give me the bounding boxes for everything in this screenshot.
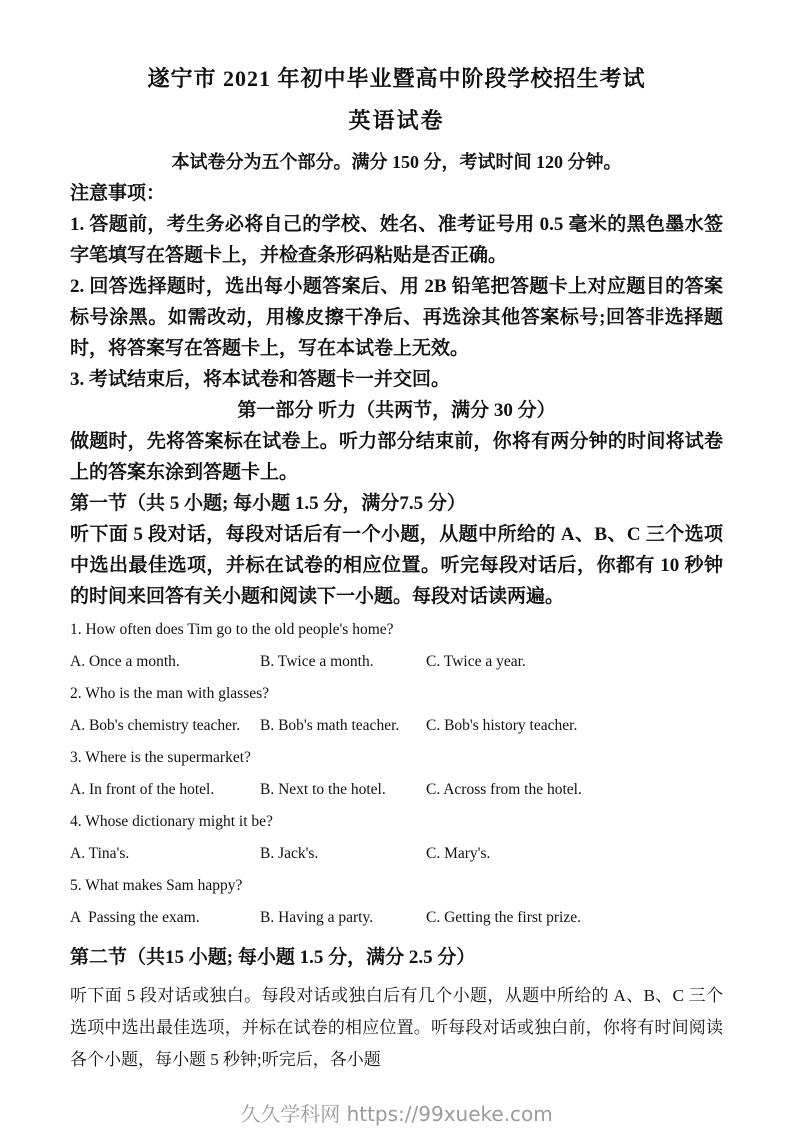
question-5-options — [70, 902, 723, 934]
notice-item-2: 2. 回答选择题时，选出每小题答案后、用 2B 铅笔把答题卡上对应题目的答案标号涂黑。如需改动，用橡皮擦干净后、再选涂其他答案标号;回答非选择题时，将答案写在答题卡上，写在本试卷上无效。 — [70, 276, 723, 359]
question-1-options — [70, 646, 723, 678]
question-5-option-b: B. Having a party. — [260, 909, 374, 926]
question-3-option-c: C. Across from the hotel. — [426, 781, 582, 798]
question-4-option-c: C. Mary's. — [426, 845, 491, 862]
question-3-options — [70, 774, 723, 806]
section1-intro: 听下面 5 段对话，每段对话后有一个小题，从题中所给的 A、B、C 三个选项中选出最佳选项，并标在试卷的相应位置。听完每段对话后，你都有 10 秒钟的时间来回答有关小题和阅读下一小题。每段对话读两遍。 — [70, 524, 723, 607]
question-2-option-b: B. Bob's math teacher. — [260, 717, 400, 734]
listening-questions — [70, 614, 723, 934]
question-3-option-b: B. Next to the hotel. — [260, 781, 386, 798]
section2-heading: 第二节（共15 小题; 每小题 1.5 分，满分 2.5 分） — [70, 947, 476, 968]
part1-heading: 第一部分 听力（共两节，满分 30 分） — [237, 400, 556, 421]
question-4-text: 4. Whose dictionary might it be? — [70, 813, 273, 830]
question-5-option-a: A Passing the exam. — [70, 909, 200, 926]
exam-meta-line: 本试卷分为五个部分。满分 150 分，考试时间 120 分钟。 — [171, 152, 622, 172]
section1-heading: 第一节（共 5 小题; 每小题 1.5 分，满分7.5 分） — [70, 493, 466, 514]
question-4-options — [70, 838, 723, 870]
question-1-option-c: C. Twice a year. — [426, 653, 526, 670]
notice-item-1: 1. 答题前，考生务必将自己的学校、姓名、准考证号用 0.5 毫米的黑色墨水签字笔填写在答题卡上，并检查条形码粘贴是否正确。 — [70, 214, 723, 266]
question-4-option-a: A. Tina's. — [70, 845, 130, 862]
question-4-option-b: B. Jack's. — [260, 845, 319, 862]
question-2-text: 2. Who is the man with glasses? — [70, 685, 270, 702]
question-2-option-a: A. Bob's chemistry teacher. — [70, 717, 241, 734]
question-1-text: 1. How often does Tim go to the old people's home? — [70, 621, 394, 638]
notice-item-3: 3. 考试结束后，将本试卷和答题卡一并交回。 — [70, 369, 451, 390]
question-3-text: 3. Where is the supermarket? — [70, 749, 251, 766]
question-3-option-a: A. In front of the hotel. — [70, 781, 215, 798]
question-1-option-b: B. Twice a month. — [260, 653, 374, 670]
question-5-option-c: C. Getting the first prize. — [426, 909, 581, 926]
watermark-footer: 久久学科网 https://99xueke.com — [240, 1102, 553, 1126]
notice-heading: 注意事项： — [70, 183, 166, 204]
question-5-text: 5. What makes Sam happy? — [70, 877, 243, 894]
exam-title: 遂宁市 2021 年初中毕业暨高中阶段学校招生考试 — [147, 66, 646, 91]
question-2-option-c: C. Bob's history teacher. — [426, 717, 578, 734]
question-2-options — [70, 710, 723, 742]
section2-intro: 听下面 5 段对话或独白。每段对话或独白后有几个小题，从题中所给的 A、B、C 三个选项中选出最佳选项，并标在试卷的相应位置。听每段对话或独白前，你将有时间阅读各个小题，每小题 5 秒钟;听完后，各小题 — [70, 986, 723, 1069]
paper-subject-title: 英语试卷 — [348, 108, 445, 133]
question-1-option-a: A. Once a month. — [70, 653, 180, 670]
part1-intro: 做题时，先将答案标在试卷上。听力部分结束前，你将有两分钟的时间将试卷上的答案东涂到答题卡上。 — [70, 431, 723, 483]
